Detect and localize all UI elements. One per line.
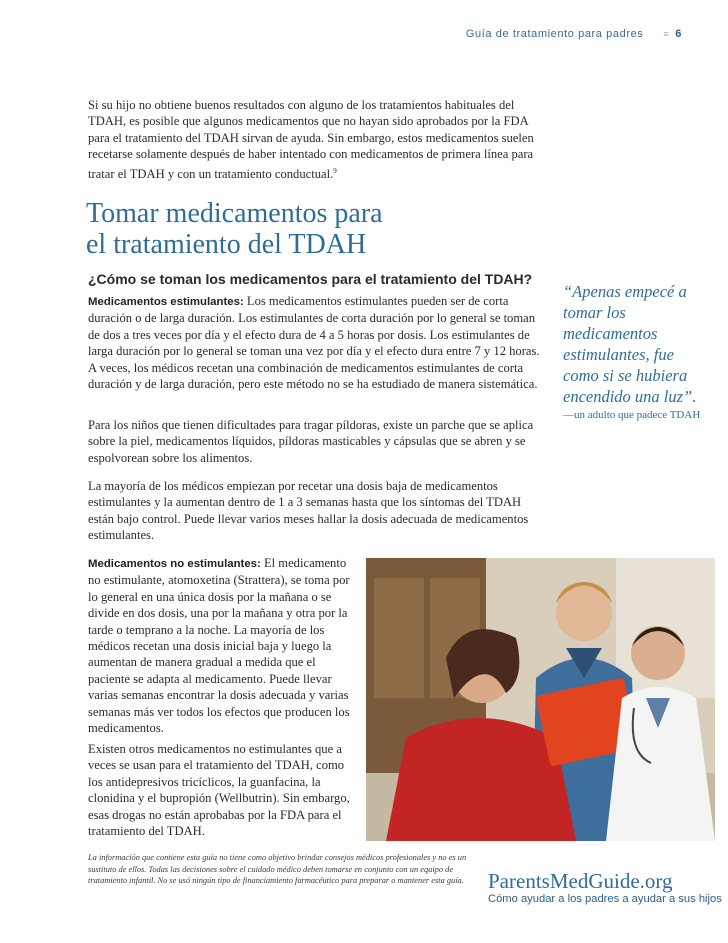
patch-paragraph: Para los niños que tienen dificultades para tragar píldoras, existe un parche que se aplica sobre la piel, medicamentos líquidos, píldoras masticables y cápsulas que se abren y se espolvorean sobre los alimentos.	[88, 418, 534, 465]
intro-text: Si su hijo no obtiene buenos resultados con alguno de los tratamientos habituales del TDAH, es posible que algunos medicamentos que no hayan sido aprobados por la FDA para el tratamiento del TDAH sirvan de ayuda. Sin embargo, estos medicamentos suelen recetarse solamente después de haber intentado con medicamentos de primera línea para tratar el TDAH y con un tratamiento conductual.	[88, 98, 534, 181]
stimulants-text: Los medicamentos estimulantes pueden ser de corta duración o de larga duración. Los estimulantes de corta duración por lo general se toman de dos a tres veces por día y el efecto dura de 4 a 5 horas por dosis. Los estimulantes de larga duración por lo general se toman una vez por día y el efecto dura entre 7 y 12 horas. A veces, los médicos recetan una combinación de medicamentos estimulantes de corta duración y de larga duración, pero este método no se ha estudiado de manera sistemática.	[88, 294, 540, 392]
section-title-line2: el tratamiento del TDAH	[86, 229, 367, 260]
stimulants-paragraph	[88, 293, 540, 392]
stimulants-lead: Medicamentos estimulantes:	[88, 296, 244, 308]
page-number: 6	[675, 28, 682, 40]
quote-attribution: —un adulto que padece TDAH	[563, 409, 701, 421]
intro-paragraph	[88, 97, 548, 182]
photo-illustration	[366, 558, 715, 841]
section-subheading: ¿Cómo se toman los medicamentos para el tratamiento del TDAH?	[88, 271, 533, 287]
section-title-line1: Tomar medicamentos para	[86, 198, 383, 229]
nonstimulants-text: El medicamento no estimulante, atomoxetina (Strattera), se toma por lo general en una única dosis por la mañana o se divide en dos dosis, una por la mañana y otra por la tarde o temprano a la noche. La mayoría de los médicos recetan una dosis inicial baja y luego la aumentan de manera gradual a medida que el paciente se adapta al medicamento. Puede llevar varias semanas encontrar la dosis adecuada y varias semanas más ver todos los efectos que producen los medicamentos.	[88, 556, 350, 736]
separator-icon: ≡	[663, 29, 670, 39]
intro-footnote: 9	[333, 166, 337, 175]
dose-paragraph: La mayoría de los médicos empiezan por recetar una dosis baja de medicamentos estimulantes y la aumentan dentro de 1 a 3 semanas hasta que los síntomas del TDAH están bajo control. Puede llevar varios meses hallar la dosis adecuada de medicamentos estimulantes.	[88, 479, 529, 543]
section-title	[86, 198, 383, 260]
running-header	[466, 28, 682, 40]
doctor-family-photo	[366, 558, 715, 841]
guide-title: Guía de tratamiento para padres	[465, 28, 644, 40]
brand-name: ParentsMedGuide.org	[488, 869, 673, 893]
brand-tagline: Cómo ayudar a los padres a ayudar a sus hijos	[488, 893, 722, 905]
nonstimulants-lead: Medicamentos no estimulantes:	[88, 558, 261, 570]
legal-disclaimer: La información que contiene esta guía no tiene como objetivo brindar consejos médicos profesionales y no es un sustituto de ellos. Todas las decisiones sobre el cuidado médico deben tomarse en conjunto con un equipo de tratamiento infantil. No se usó ningún tipo de financiamiento farmacéutico para preparar o mantener esta guía.	[88, 853, 467, 886]
nonstimulants-paragraph	[88, 555, 350, 736]
pull-quote: “Apenas empecé a tomar los medicamentos estimulantes, fue como si se hubiera encendido una luz”.	[563, 282, 697, 406]
other-medications-paragraph: Existen otros medicamentos no estimulantes que a veces se usan para el tratamiento del TDAH, como los antidepresivos tricíclicos, la guanfacina, la clonidina y el bupropión (Wellbutrin). Sin embargo, esas drogas no están aprobabas por la FDA para el tratamiento del TDAH.	[88, 742, 350, 839]
